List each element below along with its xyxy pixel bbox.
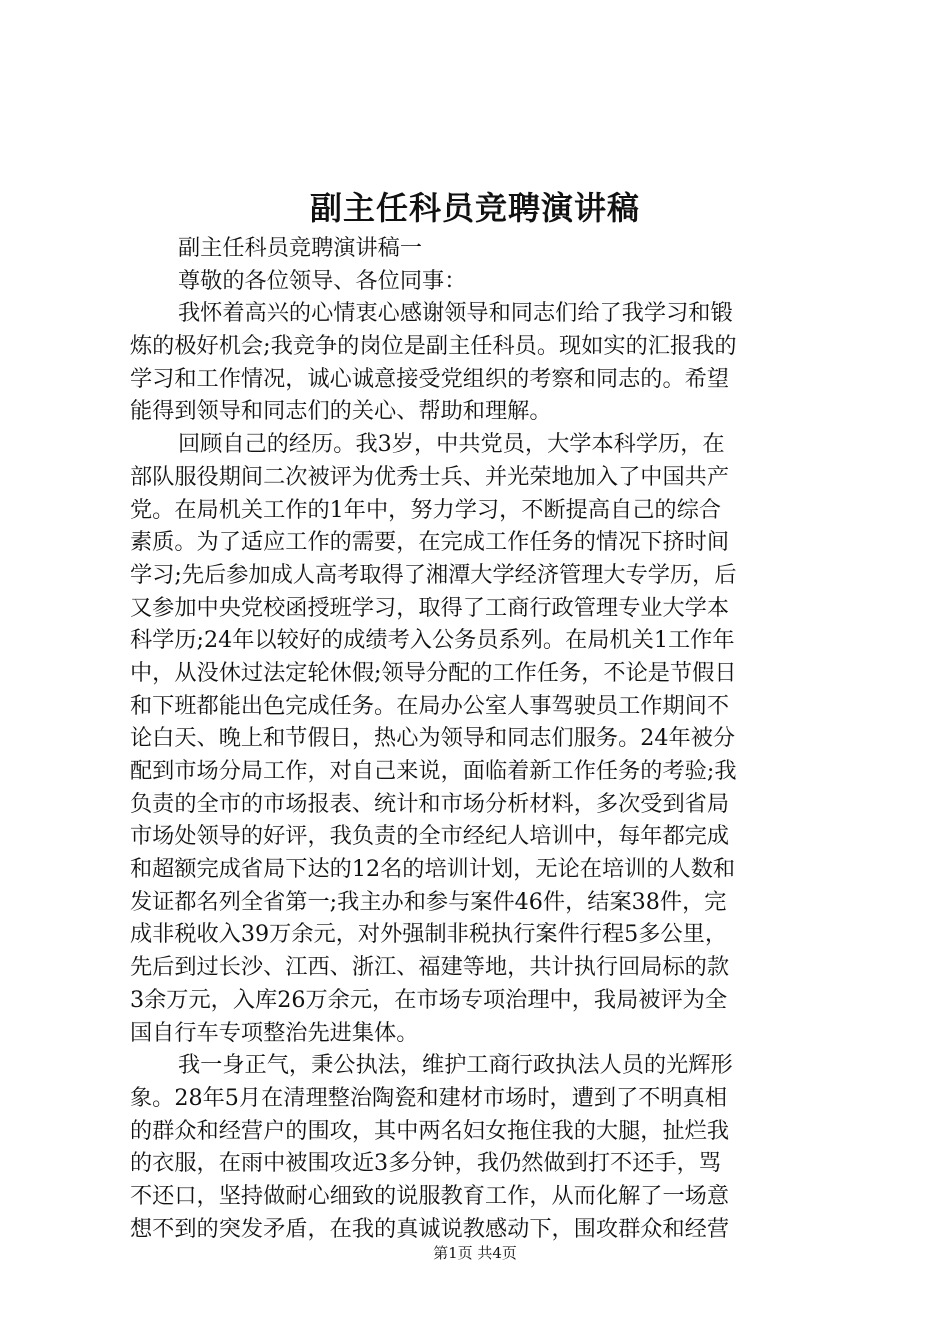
- text-line: 不还口，坚持做耐心细致的说服教育工作，从而化解了一场意: [130, 1182, 730, 1209]
- text-line: 中，从没休过法定轮休假;领导分配的工作任务，不论是节假日: [130, 659, 737, 686]
- text-line: 回顾自己的经历。我3岁，中共党员，大学本科学历，在: [178, 431, 725, 458]
- text-line: 和下班都能出色完成任务。在局办公室人事驾驶员工作期间不: [130, 692, 730, 719]
- text-line: 副主任科员竞聘演讲稿一: [178, 235, 423, 261]
- text-line: 象。28年5月在清理整治陶瓷和建材市场时，遭到了不明真相: [130, 1084, 728, 1111]
- text-line: 的衣服，在雨中被围攻近3多分钟，我仍然做到打不还手，骂: [130, 1150, 721, 1177]
- text-line: 尊敬的各位领导、各位同事：: [178, 267, 467, 294]
- text-line: 先后到过长沙、江西、浙江、福建等地，共计执行回局标的款: [130, 954, 730, 981]
- text-line: 炼的极好机会;我竞争的岗位是副主任科员。现如实的汇报我的: [130, 333, 737, 360]
- text-line: 的群众和经营户的围攻，其中两名妇女拖住我的大腿，扯烂我: [130, 1117, 730, 1144]
- text-line: 部队服役期间二次被评为优秀士兵、并光荣地加入了中国共产: [130, 463, 730, 490]
- text-line: 能得到领导和同志们的关心、帮助和理解。: [130, 398, 552, 425]
- text-line: 我一身正气，秉公执法，维护工商行政执法人员的光辉形: [178, 1052, 733, 1079]
- text-line: 论白天、晚上和节假日，热心为领导和同志们服务。24年被分: [130, 725, 736, 752]
- text-line: 发证都名列全省第一;我主办和参与案件46件，结案38件，完: [130, 888, 727, 915]
- text-line: 和超额完成省局下达的12名的培训计划，无论在培训的人数和: [130, 856, 736, 883]
- text-line: 市场处领导的好评，我负责的全市经纪人培训中，每年都完成: [130, 823, 730, 850]
- text-line: 学习;先后参加成人高考取得了湘潭大学经济管理大专学历，后: [130, 561, 737, 588]
- text-line: 素质。为了适应工作的需要，在完成工作任务的情况下挤时间: [130, 529, 730, 556]
- text-line: 党。在局机关工作的1年中，努力学习，不断提高自己的综合: [130, 496, 721, 523]
- text-line: 配到市场分局工作，对自己来说，面临着新工作任务的考验;我: [130, 758, 737, 784]
- text-line: 国自行车专项整治先进集体。: [130, 1019, 419, 1046]
- document-body: [130, 232, 830, 1245]
- text-line: 我怀着高兴的心情衷心感谢领导和同志们给了我学习和锻: [178, 300, 733, 327]
- text-line: 学习和工作情况，诚心诚意接受党组织的考察和同志的。希望: [130, 365, 730, 392]
- text-line: 科学历;24年以较好的成绩考入公务员系列。在局机关1工作年: [130, 627, 735, 654]
- document-title: 副主任科员竞聘演讲稿: [309, 189, 640, 227]
- text-line: 3余万元，入库26万余元，在市场专项治理中，我局被评为全: [130, 986, 728, 1013]
- text-line: 想不到的突发矛盾，在我的真诚说教感动下，围攻群众和经营: [130, 1215, 730, 1242]
- text-line: 又参加中央党校函授班学习，取得了工商行政管理专业大学本: [130, 594, 730, 621]
- text-line: 成非税收入39万余元，对外强制非税执行案件行程5多公里，: [130, 921, 728, 948]
- page-footer: 第1页 共4页: [433, 1244, 517, 1262]
- text-line: 负责的全市的市场报表、统计和市场分析材料，多次受到省局: [130, 790, 730, 817]
